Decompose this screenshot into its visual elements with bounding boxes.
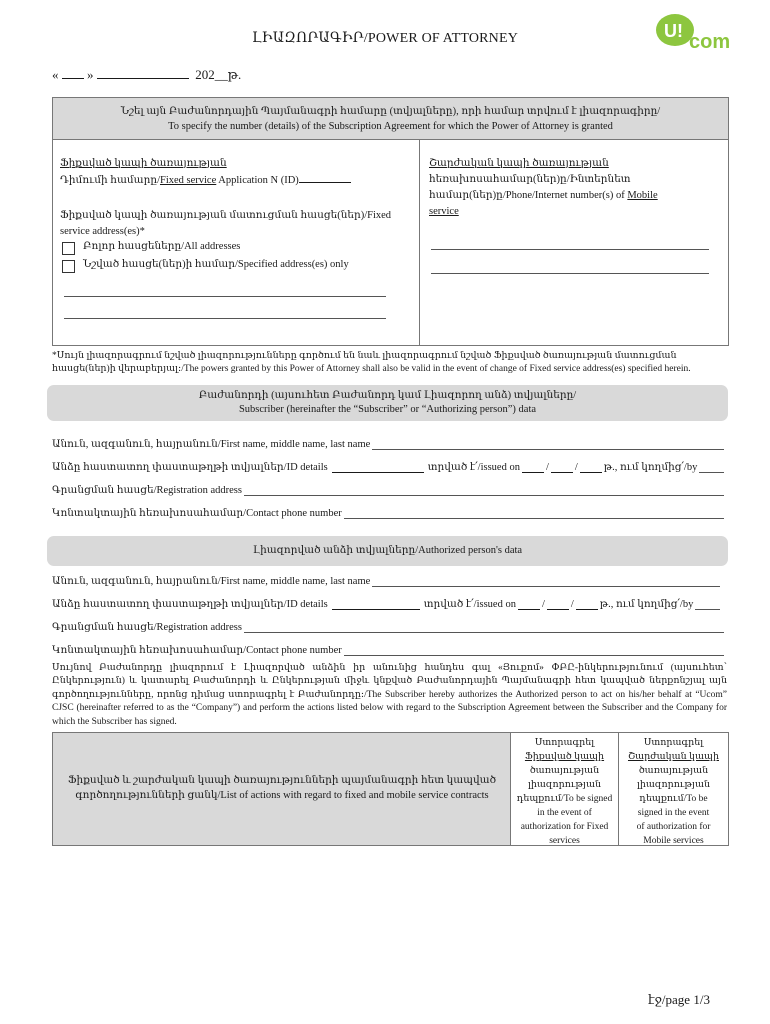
subscription-header-line1: Նշել այն Բաժանորդային Պայմանագրի համարը (տվյալները), որի համար տրվում է լիազորագիրը/ <box>120 106 661 117</box>
all-addresses-label: Բոլոր հասցեները/All addresses <box>83 241 241 252</box>
date-close-quote: » <box>87 67 94 82</box>
footnote: *Սույն լիազորագրում նշված լիազորությունները գործում են նաև լիազորագրում նշված Ֆիքսված ծառայության մատուցման հասցե(ներ)ի վերաբերյալ։/The powers granted by this Power of Attorney shall also be valid in the event of change of Fixed service address(es) specified herein. <box>52 351 691 374</box>
subscriber-phone-field[interactable]: Կոնտակտային հեռախոսահամար/Contact phone number <box>52 507 724 519</box>
mobile-service-line4: service <box>429 206 459 217</box>
fixed-service-title: Ֆիքսված կապի ծառայության <box>60 158 227 169</box>
mobile-service-line3: համար(ներ)ը/Phone/Internet number(s) of Mobile <box>429 190 658 201</box>
ucom-logo <box>655 12 730 54</box>
authorized-section-header: Լիազորված անձի տվյալները/Authorized person's data <box>47 536 728 566</box>
date-line <box>52 66 241 83</box>
mobile-signature-column[interactable]: Ստորագրել Շարժական կապի ծառայության լիազորության դեպքում/To be signed in the event of authorization for Mobile services <box>627 738 719 846</box>
authorized-phone-field[interactable]: Կոնտակտային հեռախոսահամար/Contact phone number <box>52 644 724 656</box>
fixed-address-line-2[interactable] <box>64 318 386 319</box>
fixed-address-heading: Ֆիքսված կապի ծառայության մատուցման հասցե(ներ)/Fixed service address(es)* <box>60 210 392 237</box>
logo-text: com <box>689 31 730 53</box>
day-field[interactable] <box>62 66 84 79</box>
mobile-number-line-1[interactable] <box>431 249 709 250</box>
page-number: էջ/page 1/3 <box>648 992 710 1007</box>
subscriber-name-field[interactable]: Անուն, ազգանուն, հայրանուն/First name, middle name, last name <box>52 438 724 450</box>
subscription-box-header <box>53 98 728 140</box>
mobile-service-line2: հեռախոսահամար(ներ)ը/Ինտերնետ <box>429 174 631 185</box>
logo-mark: U! <box>664 21 683 41</box>
subscription-header-line2: To specify the number (details) of the Subscription Agreement for which the Power of Attorney is granted <box>168 121 613 132</box>
fixed-signature-column[interactable]: Ստորագրել Ֆիքսված կապի ծառայության լիազորության դեպքում/To be signed in the event of authorization for Fixed services <box>511 733 619 845</box>
fixed-service-block <box>60 156 415 189</box>
all-addresses-checkbox[interactable] <box>62 242 75 255</box>
actions-table-left-header: Ֆիքսված և շարժական կապի ծառայությունների պայմանագրի հետ կապված գործողությունների ցանկ/List of actions with regard to fixed and mobile service contracts <box>53 733 511 845</box>
authorized-registration-field[interactable]: Գրանցման հասցե/Registration address <box>52 621 724 633</box>
subscriber-section-header: Բաժանորդի (այսուհետ Բաժանորդ կամ Լիազորող անձ) տվյալները/ Subscriber (hereinafter the “Subscriber” or “Authorizing person”) data <box>47 385 728 421</box>
subscriber-registration-field[interactable]: Գրանցման հասցե/Registration address <box>52 484 724 496</box>
date-open-quote: « <box>52 67 59 82</box>
fixed-address-line-1[interactable] <box>64 296 386 297</box>
mobile-service-block <box>429 156 724 220</box>
subscription-details-box <box>52 97 729 346</box>
year-field[interactable]: 202__թ. <box>195 67 242 82</box>
authorized-id-field[interactable]: Անձը հաստատող փաստաթղթի տվյալներ/ID details տրված է՛/issued on / / թ., ում կողմից՛/by <box>52 598 720 610</box>
authorization-paragraph: Սույնով Բաժանորդը լիազորում է Լիազորված անձին իր անունից հանդես գալ «Յուքոմ» ՓԲԸ-ինկերությունում (այսուհետ՝ Ընկերություն) և կատարել Բաժանորդի և Ընկերության միջև կնքված Բաժանորդային Պայմանագրի հետ կապված ներքոնշյալ այն գործողությունները, որոնց դիմաց ստորագրել է Բաժանորդը։/The Subscriber hereby authorizes the Authorized person to act on his/her behalf at “Ucom” CJSC (hereinafter referred to as the “Company”) and perform the actions listed below with regard to the Subscription Agreement between the Subscriber and the Company for which the Subscriber has signed. <box>52 663 727 727</box>
month-field[interactable] <box>97 66 189 79</box>
fixed-application-line[interactable]: Դիմումի համարը/Fixed service Application N (ID) <box>60 172 415 189</box>
actions-table <box>52 732 729 846</box>
specified-addresses-checkbox[interactable] <box>62 260 75 273</box>
specified-addresses-label: Նշված հասցե(ներ)ի համար/Specified address(es) only <box>83 259 349 270</box>
column-divider <box>419 140 420 345</box>
authorized-name-field[interactable]: Անուն, ազգանուն, հայրանուն/First name, middle name, last name <box>52 575 720 587</box>
mobile-service-title: Շարժական կապի ծառայության <box>429 158 609 169</box>
subscriber-id-field[interactable]: Անձը հաստատող փաստաթղթի տվյալներ/ID details տրված է՛/issued on / / թ., ում կողմից՛/by <box>52 461 724 473</box>
mobile-number-line-2[interactable] <box>431 273 709 274</box>
document-title: ԼԻԱԶՈՐԱԳԻՐ/POWER OF ATTORNEY <box>251 31 519 46</box>
